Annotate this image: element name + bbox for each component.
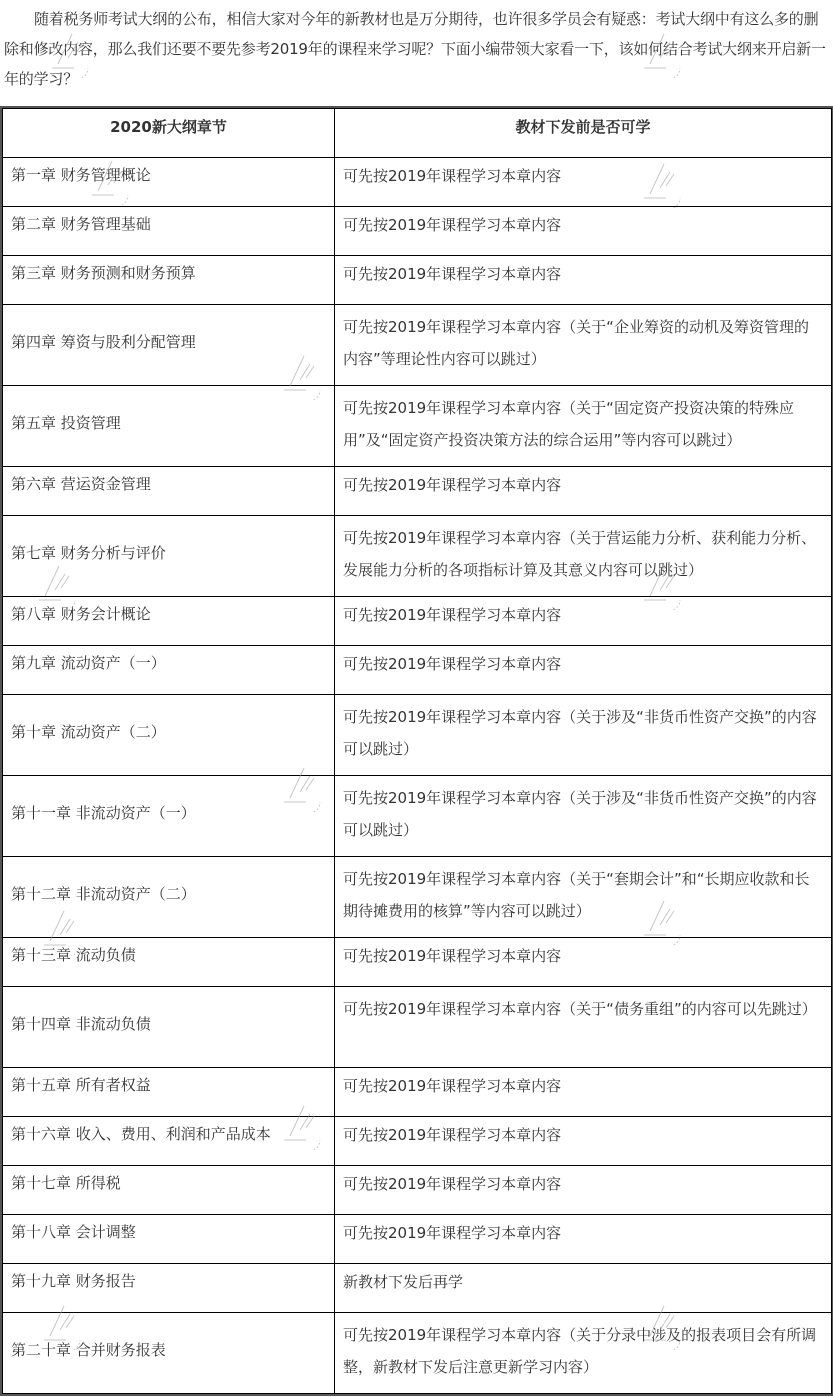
table-row xyxy=(3,1117,832,1166)
table-row xyxy=(3,1166,832,1215)
intro-paragraph: 随着税务师考试大纲的公布，相信大家对今年的新教材也是万分期待，也许很多学员会有疑惑：考试大纲中有这么多的删除和修改内容，那么我们还要不要先参考2019年的课程来学习呢？下面小编带领大家看一下，该如何结合考试大纲来开启新一年的学习？ xyxy=(4,10,826,88)
chapter-cell: 第十章 流动资产（二） xyxy=(3,695,335,776)
note-cell: 可先按2019年课程学习本章内容 xyxy=(335,597,832,646)
table-row xyxy=(3,1215,832,1264)
note-cell: 可先按2019年课程学习本章内容 xyxy=(335,1117,832,1166)
note-cell: 可先按2019年课程学习本章内容（关于涉及“非货币性资产交换”的内容可以跳过） xyxy=(335,776,832,857)
note-cell: 可先按2019年课程学习本章内容 xyxy=(335,256,832,305)
note-cell: 可先按2019年课程学习本章内容（关于涉及“非货币性资产交换”的内容可以跳过） xyxy=(335,695,832,776)
chapter-cell: 第十一章 非流动资产（一） xyxy=(3,776,335,857)
note-cell: 可先按2019年课程学习本章内容 xyxy=(335,1068,832,1117)
note-cell: 可先按2019年课程学习本章内容（关于“固定资产投资决策的特殊应用”及“固定资产投资决策方法的综合运用”等内容可以跳过） xyxy=(335,386,832,467)
chapter-cell: 第七章 财务分析与评价 xyxy=(3,516,335,597)
table-row xyxy=(3,386,832,467)
chapter-cell: 第十四章 非流动负债 xyxy=(3,987,335,1068)
table-row xyxy=(3,158,832,207)
note-cell: 可先按2019年课程学习本章内容 xyxy=(335,467,832,516)
table-row xyxy=(3,695,832,776)
note-cell: 新教材下发后再学 xyxy=(335,1264,832,1313)
header-chapter: 2020新大纲章节 xyxy=(3,109,335,158)
chapter-cell: 第九章 流动资产（一） xyxy=(3,646,335,695)
table-row xyxy=(3,646,832,695)
table-row xyxy=(3,597,832,646)
chapter-cell: 第一章 财务管理概论 xyxy=(3,158,335,207)
chapter-cell: 第五章 投资管理 xyxy=(3,386,335,467)
chapter-cell: 第十五章 所有者权益 xyxy=(3,1068,335,1117)
note-cell: 可先按2019年课程学习本章内容（关于“企业筹资的动机及筹资管理的内容”等理论性内容可以跳过） xyxy=(335,305,832,386)
table-header-row xyxy=(3,109,832,158)
note-cell: 可先按2019年课程学习本章内容 xyxy=(335,1166,832,1215)
chapter-cell: 第六章 营运资金管理 xyxy=(3,467,335,516)
chapter-cell: 第八章 财务会计概论 xyxy=(3,597,335,646)
note-cell: 可先按2019年课程学习本章内容（关于“套期会计”和“长期应收款和长期待摊费用的核算”等内容可以跳过） xyxy=(335,857,832,938)
table-row xyxy=(3,938,832,987)
table-row xyxy=(3,1068,832,1117)
note-cell: 可先按2019年课程学习本章内容 xyxy=(335,646,832,695)
note-cell: 可先按2019年课程学习本章内容 xyxy=(335,1215,832,1264)
chapter-cell: 第十八章 会计调整 xyxy=(3,1215,335,1264)
chapter-cell: 第十三章 流动负债 xyxy=(3,938,335,987)
note-cell: 可先按2019年课程学习本章内容（关于“债务重组”的内容可以先跳过） xyxy=(335,987,832,1068)
chapter-study-table xyxy=(2,108,832,1394)
chapter-cell: 第十六章 收入、费用、利润和产品成本 xyxy=(3,1117,335,1166)
note-cell: 可先按2019年课程学习本章内容（关于分录中涉及的报表项目会有所调整，新教材下发后注意更新学习内容） xyxy=(335,1313,832,1394)
chapter-cell: 第四章 筹资与股利分配管理 xyxy=(3,305,335,386)
chapter-cell: 第二十章 合并财务报表 xyxy=(3,1313,335,1394)
header-study-status: 教材下发前是否可学 xyxy=(335,109,832,158)
chapter-cell: 第三章 财务预测和财务预算 xyxy=(3,256,335,305)
chapter-cell: 第十二章 非流动资产（二） xyxy=(3,857,335,938)
table-row xyxy=(3,207,832,256)
table-row xyxy=(3,987,832,1068)
table-row xyxy=(3,857,832,938)
chapter-cell: 第十七章 所得税 xyxy=(3,1166,335,1215)
table-row xyxy=(3,516,832,597)
chapter-cell: 第二章 财务管理基础 xyxy=(3,207,335,256)
table-row xyxy=(3,1313,832,1394)
note-cell: 可先按2019年课程学习本章内容（关于营运能力分析、获利能力分析、发展能力分析的各项指标计算及其意义内容可以跳过） xyxy=(335,516,832,597)
chapter-cell: 第十九章 财务报告 xyxy=(3,1264,335,1313)
note-cell: 可先按2019年课程学习本章内容 xyxy=(335,938,832,987)
table-row xyxy=(3,776,832,857)
table-row xyxy=(3,256,832,305)
note-cell: 可先按2019年课程学习本章内容 xyxy=(335,158,832,207)
table-row xyxy=(3,467,832,516)
table-row xyxy=(3,305,832,386)
note-cell: 可先按2019年课程学习本章内容 xyxy=(335,207,832,256)
table-row xyxy=(3,1264,832,1313)
